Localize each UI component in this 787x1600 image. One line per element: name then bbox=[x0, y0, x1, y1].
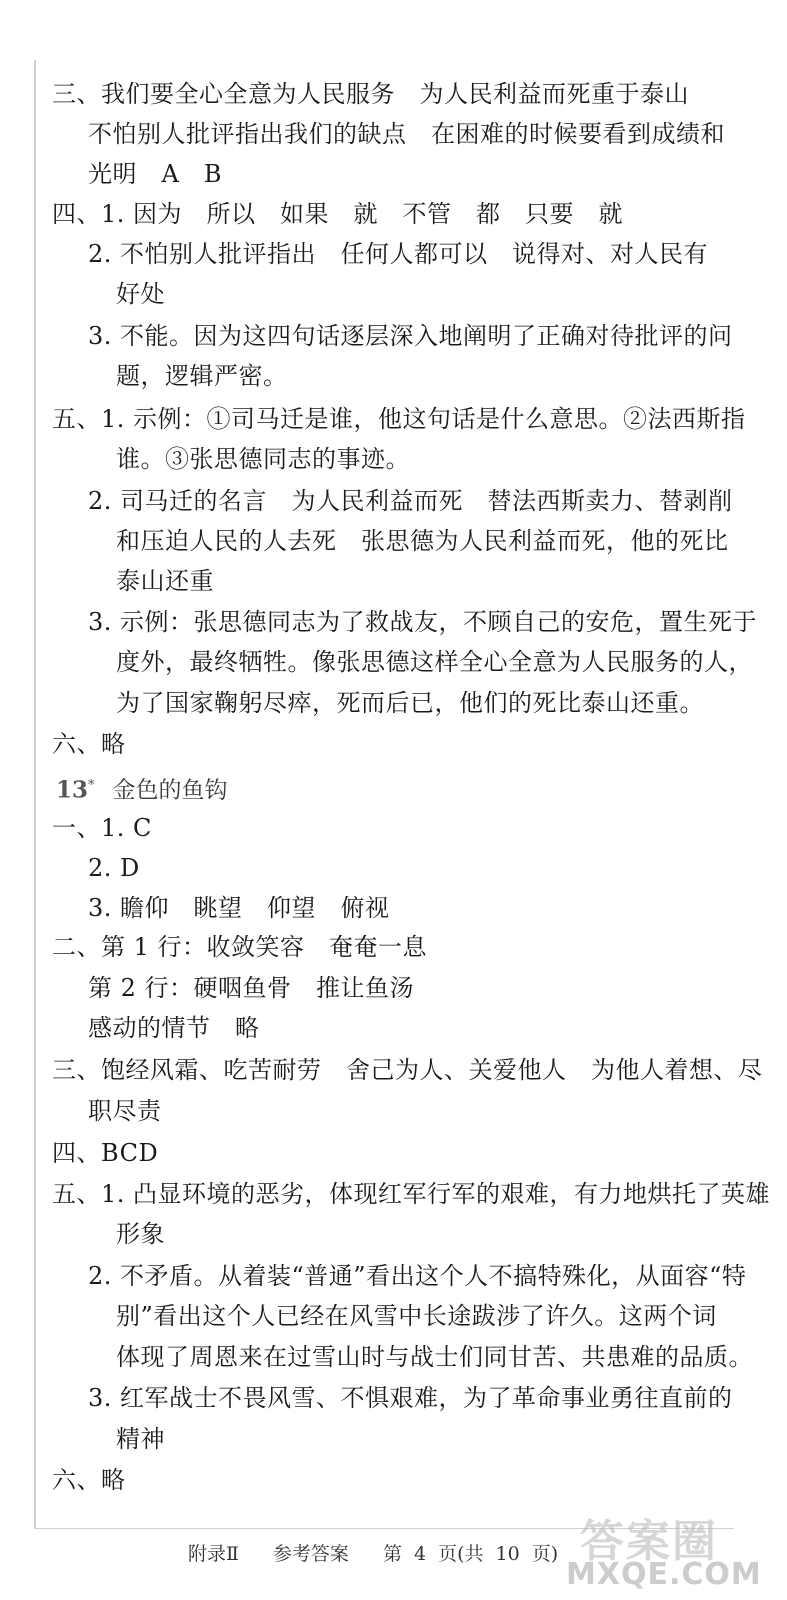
answer-line: 二、第 1 行：收敛笑容 奄奄一息 bbox=[52, 933, 428, 961]
answer-line: 泰山还重 bbox=[116, 567, 214, 595]
watermark-text-top: 答案圈 bbox=[580, 1516, 718, 1567]
answer-line: 题，逻辑严密。 bbox=[116, 362, 288, 390]
answer-line: 三、我们要全心全意为人民服务 为人民利益而死重于泰山 bbox=[52, 80, 689, 108]
answer-line: 一、1. C bbox=[52, 814, 152, 842]
footer-answers: 参考答案 bbox=[272, 1543, 349, 1565]
footer-page-number: 第 4 页(共 10 页) bbox=[382, 1543, 559, 1565]
answer-line: 为了国家鞠躬尽瘁，死而后已，他们的死比泰山还重。 bbox=[116, 689, 704, 717]
answer-line: 2. 不怕别人批评指出 任何人都可以 说得对、对人民有 bbox=[88, 240, 709, 268]
answer-line: 和压迫人民的人去死 张思德为人民利益而死，他的死比 bbox=[116, 527, 729, 555]
answer-line: 四、1. 因为 所以 如果 就 不管 都 只要 就 bbox=[52, 200, 624, 228]
lesson-star-mark: * bbox=[88, 778, 95, 793]
answer-line: 3. 红军战士不畏风雪、不惧艰难，为了革命事业勇往直前的 bbox=[88, 1384, 733, 1412]
answer-line: 精神 bbox=[116, 1425, 165, 1453]
answer-line: 光明 A B bbox=[88, 160, 222, 188]
answer-line: 别”看出这个人已经在风雪中长途跋涉了许久。这两个词 bbox=[116, 1302, 717, 1330]
footer-appendix: 附录Ⅱ bbox=[188, 1543, 239, 1565]
answer-line: 第 2 行：硬咽鱼骨 推让鱼汤 bbox=[88, 974, 415, 1002]
watermark-text-bottom: MXQE.COM bbox=[566, 1557, 762, 1592]
page-footer bbox=[188, 1540, 592, 1568]
lesson-number: 13 bbox=[56, 776, 89, 804]
watermark-logo bbox=[560, 1505, 780, 1595]
answer-line: 2. 不矛盾。从着装“普通”看出这个人不搞特殊化，从面容“特 bbox=[88, 1262, 747, 1290]
answer-line: 3. 瞻仰 眺望 仰望 俯视 bbox=[88, 894, 390, 922]
lesson-heading bbox=[56, 770, 228, 807]
answer-line: 2. 司马迁的名言 为人民利益而死 替法西斯卖力、替剥削 bbox=[88, 487, 733, 515]
answer-line: 谁。③张思德同志的事迹。 bbox=[116, 445, 410, 473]
answer-line: 3. 不能。因为这四句话逐层深入地阐明了正确对待批评的问 bbox=[88, 322, 733, 350]
answer-line: 五、1. 凸显环境的恶劣，体现红军行军的艰难，有力地烘托了英雄 bbox=[52, 1180, 771, 1208]
answer-line: 好处 bbox=[116, 280, 165, 308]
lesson-title: 金色的鱼钩 bbox=[112, 777, 228, 804]
answer-line: 体现了周恩来在过雪山时与战士们同甘苦、共患难的品质。 bbox=[116, 1343, 753, 1371]
answer-line: 不怕别人批评指出我们的缺点 在困难的时候要看到成绩和 bbox=[88, 120, 725, 148]
answer-line: 四、BCD bbox=[52, 1139, 159, 1167]
left-border-line bbox=[34, 60, 36, 1528]
answer-line: 五、1. 示例：①司马迁是谁，他这句话是什么意思。②法西斯指 bbox=[52, 405, 746, 433]
answer-line: 2. D bbox=[88, 854, 140, 882]
answer-line: 职尽责 bbox=[88, 1097, 162, 1125]
answer-line: 感动的情节 略 bbox=[88, 1014, 260, 1042]
answer-line: 度外，最终牺牲。像张思德这样全心全意为人民服务的人， bbox=[116, 648, 753, 676]
answer-line: 形象 bbox=[116, 1220, 165, 1248]
answer-line: 3. 示例：张思德同志为了救战友，不顾自己的安危，置生死于 bbox=[88, 608, 758, 636]
answer-line: 三、饱经风霜、吃苦耐劳 舍己为人、关爱他人 为他人着想、尽 bbox=[52, 1056, 763, 1084]
answer-line: 六、略 bbox=[52, 1466, 126, 1494]
answer-line: 六、略 bbox=[52, 730, 126, 758]
